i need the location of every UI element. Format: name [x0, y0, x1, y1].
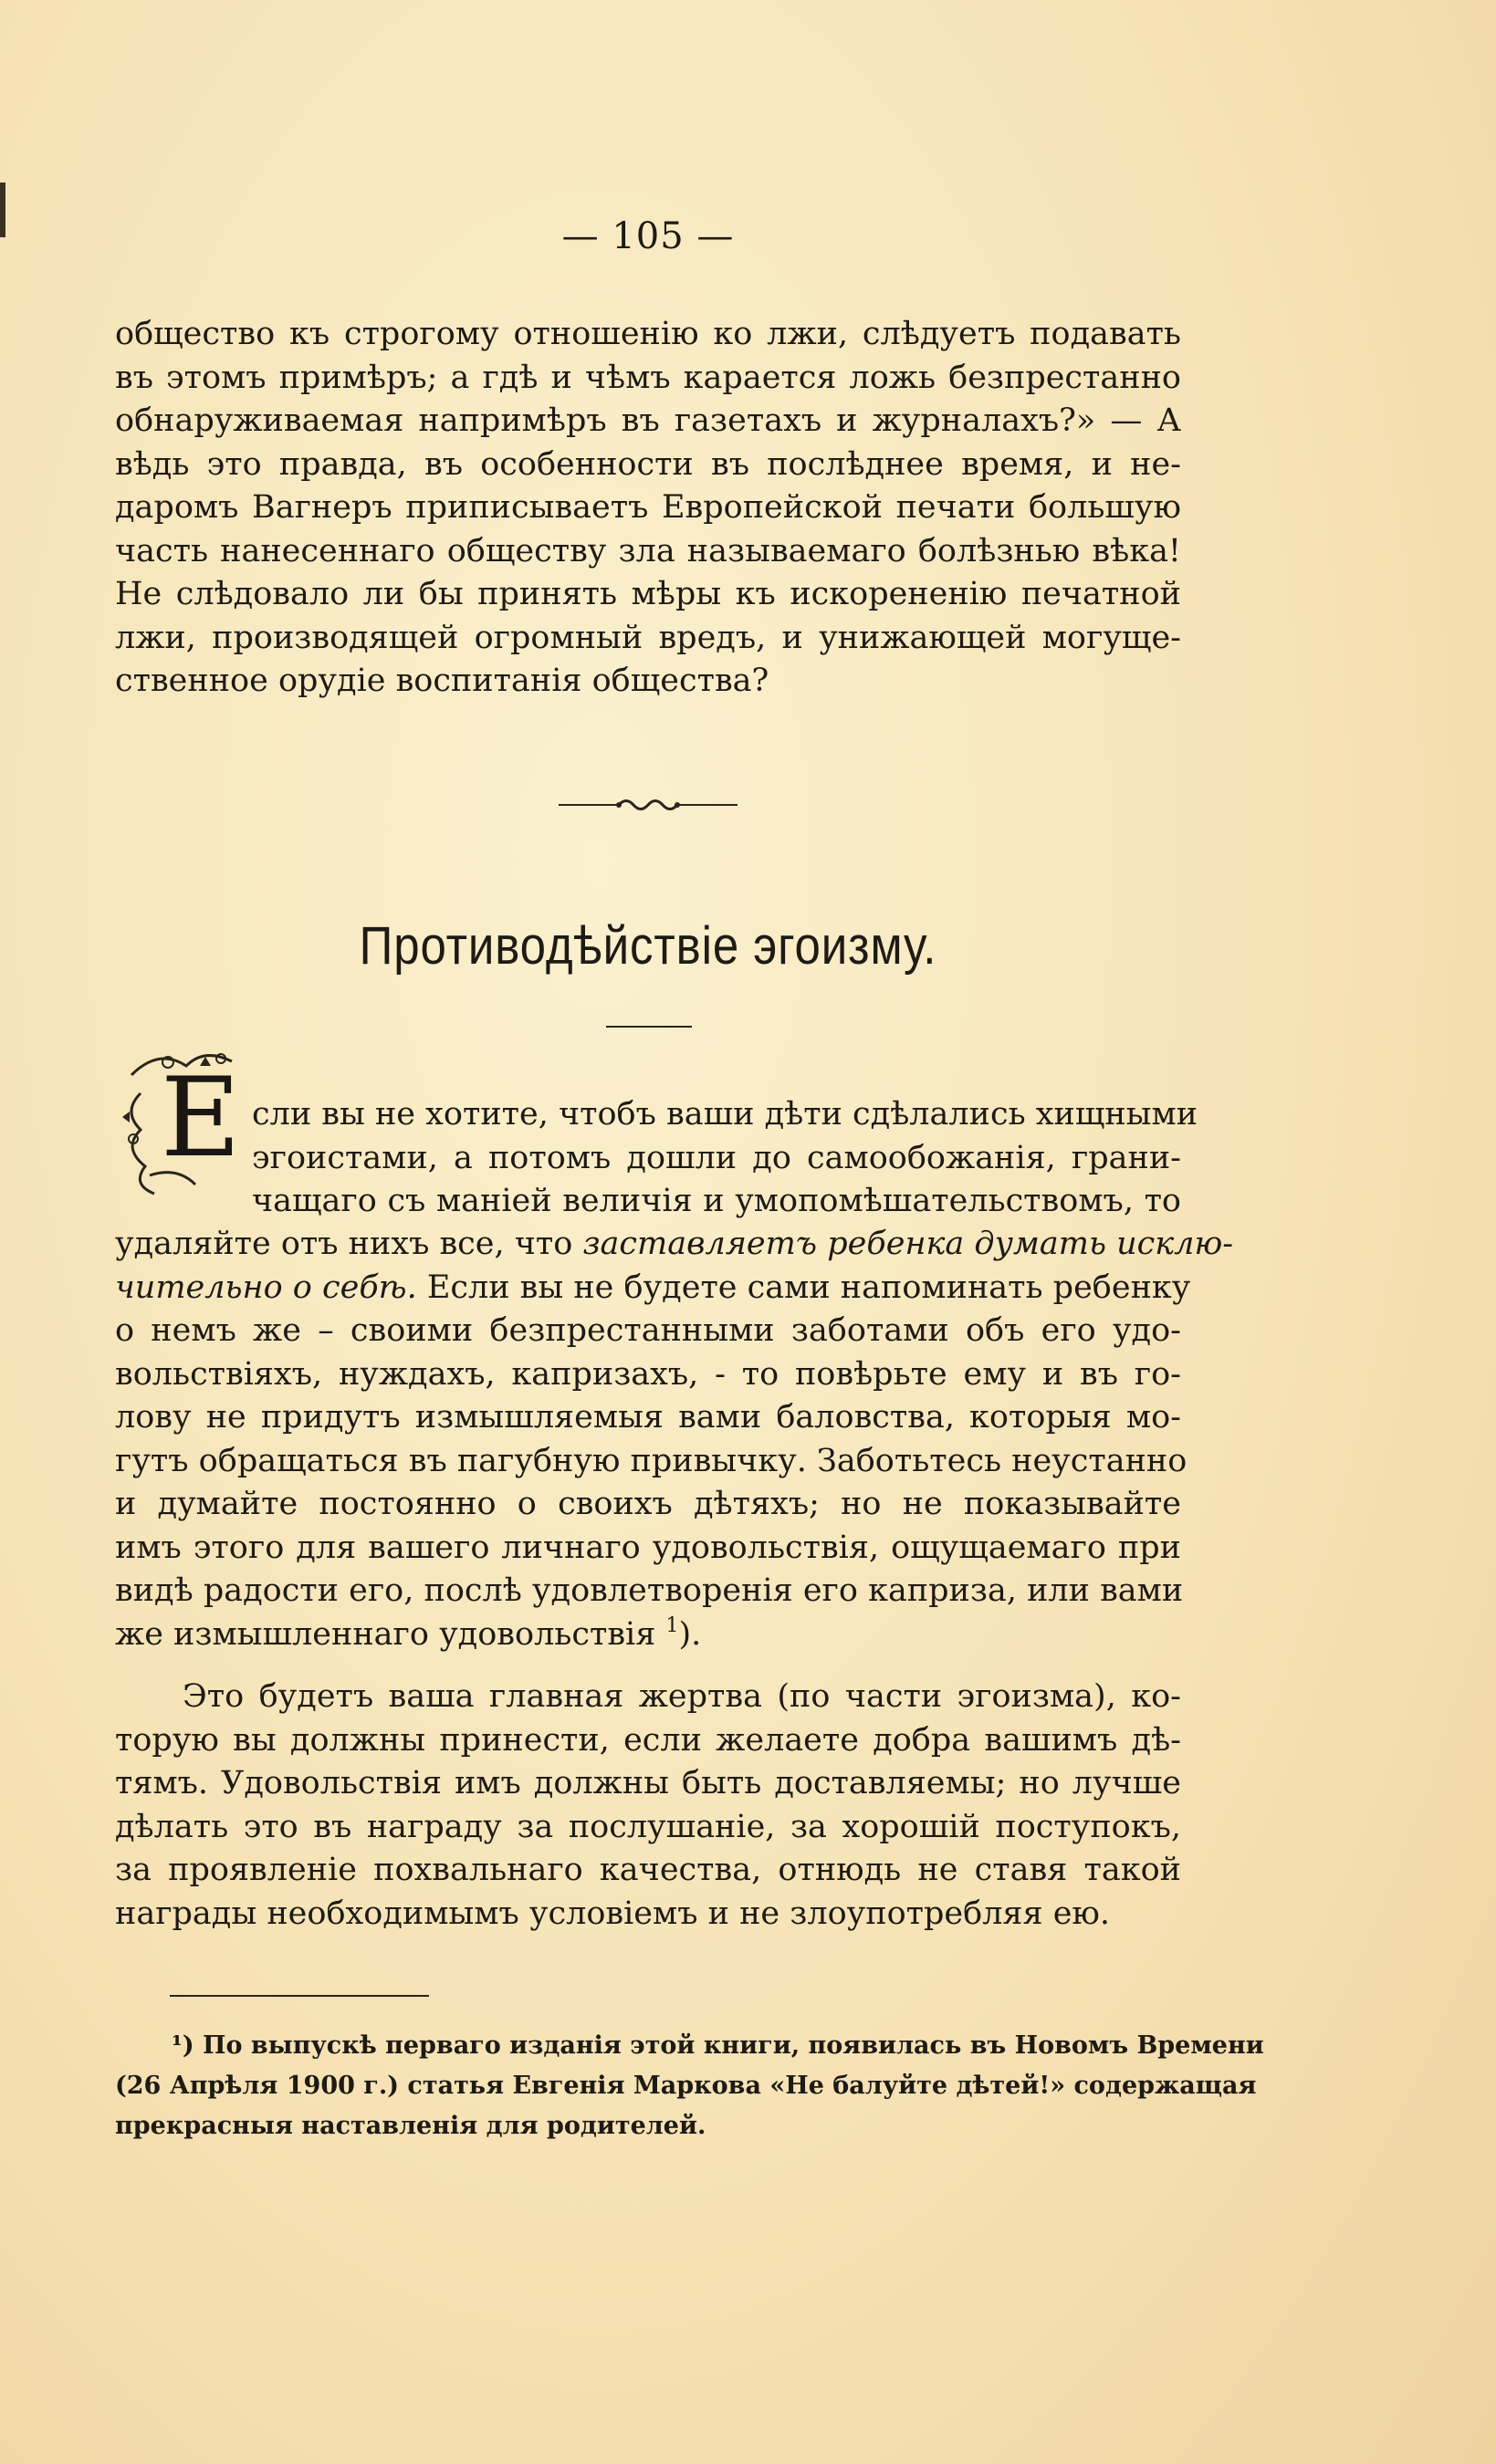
footnote-marker: 1 [665, 1613, 679, 1637]
text-line: торую вы должны принести, если желаете добра вашимъ дѣ- [115, 1721, 1181, 1759]
text-line: тямъ. Удовольствія имъ должны быть доставляемы; но лучше [115, 1765, 1181, 1801]
text-line: лову не придутъ измышляемыя вами баловства, которыя мо- [115, 1399, 1181, 1436]
text-line: общество къ строгому отношенію ко лжи, слѣдуетъ подавать [115, 316, 1181, 352]
footnote-separator [170, 1995, 429, 1997]
footnote [115, 2026, 1264, 2146]
second-paragraph [115, 1676, 1181, 1936]
text-line: дѣлать это въ награду за послушаніе, за хорошій поступокъ, [115, 1808, 1181, 1845]
text-line: вольствіяхъ, нуждахъ, капризахъ, - то повѣрьте ему и въ го- [115, 1355, 1181, 1393]
text-line: чащаго съ маніей величія и умопомѣшательствомъ, то [252, 1183, 1181, 1219]
text-line: прекрасныя наставленія для родителей. [115, 2112, 706, 2140]
text-line: ственное орудіе воспитанія общества? [115, 663, 769, 699]
text-line: въ этомъ примѣръ; а гдѣ и чѣмъ карается ложь безпрестанно [115, 359, 1181, 396]
text-run: Если вы не будете сами напоминать ребенку [416, 1269, 1191, 1306]
text-line [115, 1223, 1234, 1267]
text-line: сли вы не хотите, чтобъ ваши дѣти сдѣлались хищными [252, 1096, 1198, 1133]
text-line: обнаруживаемая напримѣръ въ газетахъ и журналахъ?» — А [115, 402, 1181, 439]
text-line: даромъ Вагнеръ приписываетъ Европейской печати большую [115, 489, 1181, 526]
italic-emphasis: заставляетъ ребенка думать исклю- [582, 1226, 1234, 1262]
title-underline [606, 1026, 692, 1028]
text-line: о немъ же – своими безпрестанными заботами объ его удо- [115, 1312, 1181, 1349]
ornamental-drop-cap [113, 1039, 259, 1203]
text-run: ). [678, 1615, 702, 1653]
text-line: за проявленіе похвальнаго качества, отнюдь не ставя такой [115, 1852, 1181, 1888]
top-paragraph [115, 313, 1181, 704]
footnote-marker: ¹) [172, 2031, 194, 2060]
text-line: имъ этого для вашего личнаго удовольствія, ощущаемаго при [115, 1529, 1181, 1566]
text-line: часть нанесеннаго обществу зла называемаго болѣзнью вѣка! [115, 532, 1181, 569]
text-line: вѣдь это правда, въ особенности въ послѣднее время, и не- [115, 445, 1181, 483]
text-line [115, 1267, 1191, 1310]
text-line: и думайте постоянно о своихъ дѣтяхъ; но не показывайте [115, 1486, 1181, 1522]
italic-emphasis: чительно о себѣ. [115, 1269, 417, 1306]
text-run: удаляйте отъ нихъ все, что [115, 1226, 583, 1262]
text-line [115, 2026, 1264, 2066]
text-line [115, 1613, 1181, 1657]
section-divider-ornament-icon [559, 788, 738, 821]
first-paragraph-cap-lines [252, 1093, 1198, 1224]
page-number: — 105 — [561, 215, 735, 257]
chapter-title: Противодѣйствіе эгоизму. [359, 916, 937, 976]
text-line: видѣ радости его, послѣ удовлетворенія его каприза, или вами [115, 1572, 1184, 1609]
text-line: (26 Апрѣля 1900 г.) статья Евгенія Маркова «Не балуйте дѣтей!» содержащая [115, 2072, 1257, 2100]
text-line: Не слѣдовало ли бы принять мѣры къ искорененію печатной [115, 576, 1181, 612]
drop-cap-letter: Е [161, 1055, 241, 1182]
text-line: лжи, производящей огромный вредъ, и унижающей могуще- [115, 619, 1181, 656]
text-run: же измышленнаго удовольствія [115, 1615, 666, 1653]
text-run: По выпускѣ перваго изданія этой книги, появилась въ Новомъ Времени [194, 2031, 1264, 2060]
text-line: эгоистами, а потомъ дошли до самообожанія, грани- [252, 1139, 1181, 1176]
first-paragraph-body [115, 1223, 1234, 1656]
text-line: гутъ обращаться въ пагубную привычку. Заботьтесь неустанно [115, 1442, 1187, 1479]
text-line: Это будетъ ваша главная жертва (по части эгоизма), ко- [183, 1678, 1181, 1715]
text-line: награды необходимымъ условіемъ и не злоупотребляя ею. [115, 1895, 1111, 1932]
